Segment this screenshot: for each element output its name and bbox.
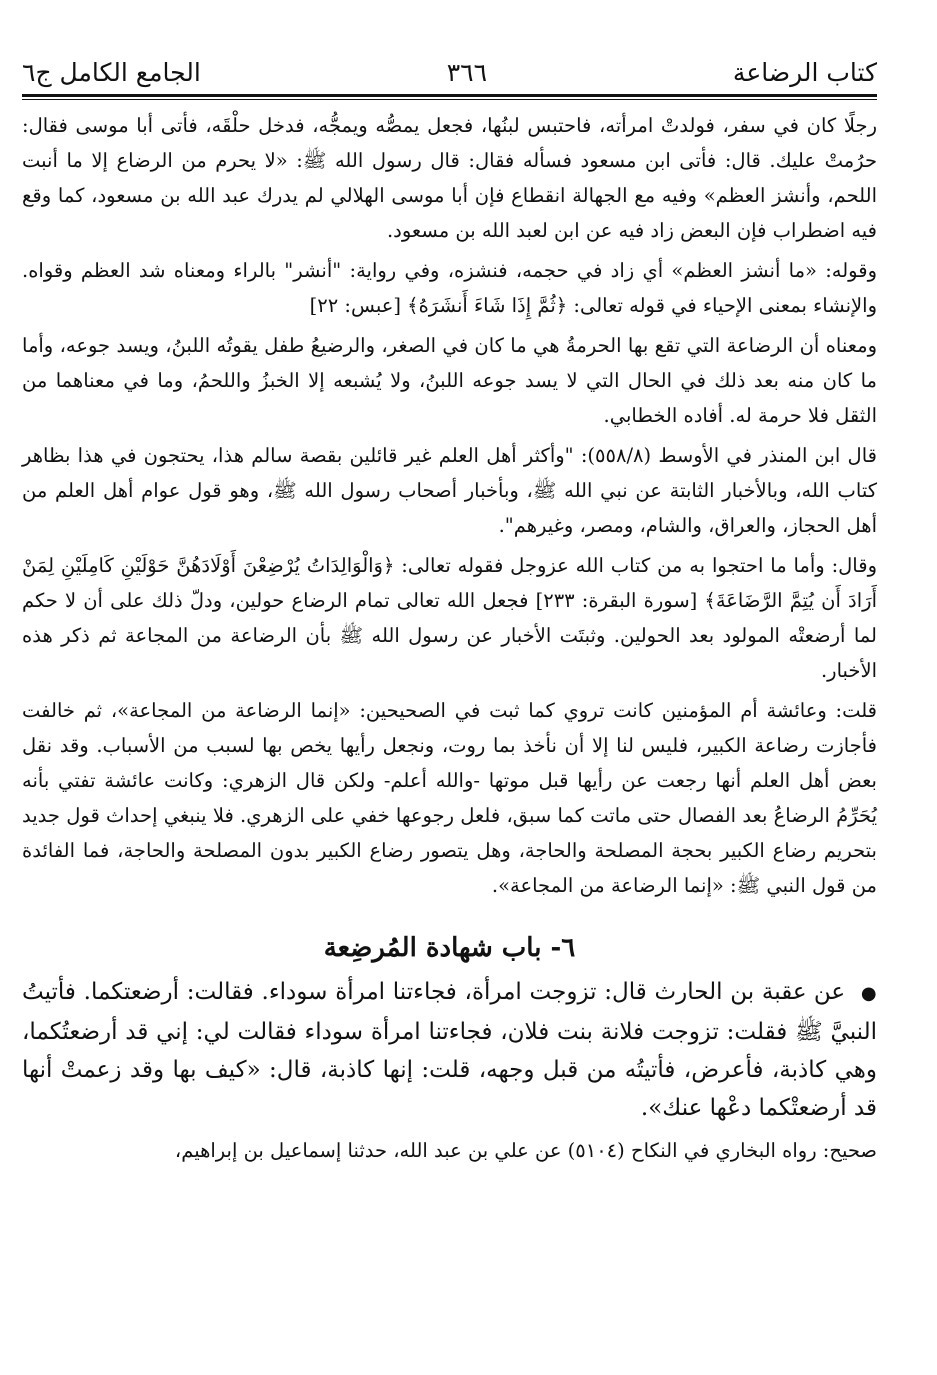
chapter-title: كتاب الرضاعة [732, 57, 877, 87]
paragraph: قلت: وعائشة أم المؤمنين كانت تروي كما ثبت في الصحيحين: «إنما الرضاعة من المجاعة»، ثم خالفت فأجازت رضاعة الكبير، فليس لنا إلا أن نأخذ بما روت، ونجعل رأيها يخص بها لسبب من الأسباب. وقد نقل بعض أهل العلم أنها رجعت عن رأيها قبل موتها -والله أعلم- ولكن قال الزهري: وكانت عائشة تفتي بأنه يُحَرِّمُ الرضاعُ بعد الفصال حتى ماتت كما سبق، فلعل رجوعها خفي على الزهري. فلا ينبغي إحداث قول جديد بتحريم رضاع الكبير بحجة المصلحة والحاجة، وهل يتصور رضاع الكبير بدون المصلحة والحاجة، فما الفائدة من قول النبي ﷺ: «إنما الرضاعة من المجاعة». [22, 699, 877, 897]
paragraph: رجلًا كان في سفر، فولدتْ امرأته، فاحتبس لبنُها، فجعل يمصُّه ويمجُّه، فدخل حلْقَه، فأتى أبا موسى فقال: حرُمتْ عليك. قال: فأتى ابن مسعود فسأله فقال: قال رسول الله ﷺ: «لا يحرم من الرضاع إلا ما أنبت اللحم، وأنشز العظم» وفيه مع الجهالة انقطاع فإن أبا موسى الهلالي لم يدرك عبد الله بن مسعود، كما وقع فيه اضطراب فإن البعض زاد فيه عن ابن لعبد الله بن مسعود. [22, 114, 877, 242]
header-rule-thin [22, 99, 877, 100]
section-heading: ٦- باب شهادة المُرضِعة [323, 933, 576, 963]
hadith-body: عن عقبة بن الحارث قال: تزوجت امرأة، فجاءتنا امرأة سوداء. فقالت: أرضعتكما. فأتيتُ النبيَّ ﷺ فقلت: تزوجت فلانة بنت فلان، فجاءتنا امرأة سوداء فقالت لي: إني قد أرضعتُكما، وهي كاذبة، فأعرض، فأتيتُه من قبل وجهه، قلت: إنها كاذبة، قال: «كيف بها وقد زعمتْ أنها قد أرضعتْكما دعْها عنك». [22, 979, 877, 1121]
bullet-icon: ● [860, 983, 878, 1004]
book-title: الجامع الكامل ج٦ [22, 57, 201, 87]
main-text [22, 108, 877, 1168]
page-number: ٣٦٦ [446, 57, 488, 87]
source-note: صحيح: رواه البخاري في النكاح (٥١٠٤) عن علي بن عبد الله، حدثنا إسماعيل بن إبراهيم، [174, 1139, 877, 1162]
header-rule [22, 94, 877, 97]
paragraph: وقال: وأما ما احتجوا به من كتاب الله عزوجل فقوله تعالى: ﴿وَالْوَالِدَاتُ يُرْضِعْنَ أَوْلَادَهُنَّ حَوْلَيْنِ كَامِلَيْنِ لِمَنْ أَرَادَ أَن يُتِمَّ الرَّضَاعَةَ﴾ [سورة البقرة: ٢٣٣] فجعل الله تعالى تمام الرضاع حولين، ودلّ ذلك على أن لا حكم لما أرضعتْه المولود بعد الحولين. وثبتَت الأخبار عن رسول الله ﷺ بأن الرضاعة من المجاعة ثم ذكر هذه الأخبار. [22, 554, 877, 682]
hadith-text [22, 973, 877, 1127]
paragraph: ومعناه أن الرضاعة التي تقع بها الحرمةُ هي ما كان في الصغر، والرضيعُ طفل يقوتُه اللبنُ، ويسد جوعه، وأما ما كان منه بعد ذلك في الحال التي لا يسد جوعه اللبنُ، ولا يُشبعه إلا الخبزُ واللحمُ، وما في معناهما من الثقل فلا حرمة له. أفاده الخطابي. [22, 334, 877, 427]
paragraph: قال ابن المنذر في الأوسط (٥٥٨/٨): "وأكثر أهل العلم غير قائلين بقصة سالم هذا، يحتجون في هذا بظاهر كتاب الله، وبالأخبار الثابتة عن نبي الله ﷺ، وبأخبار أصحاب رسول الله ﷺ، وهو قول عوام أهل العلم من أهل الحجاز، والعراق، والشام، ومصر، وغيرهم". [22, 444, 877, 537]
running-header [22, 52, 877, 92]
paragraph: وقوله: «ما أنشز العظم» أي زاد في حجمه، فنشزه، وفي رواية: "أنشر" بالراء ومعناه شد العظم وقواه. والإنشاء بمعنى الإحياء في قوله تعالى: ﴿ثُمَّ إِذَا شَاءَ أَنشَرَهُ﴾ [عبس: ٢٢] [22, 259, 877, 317]
